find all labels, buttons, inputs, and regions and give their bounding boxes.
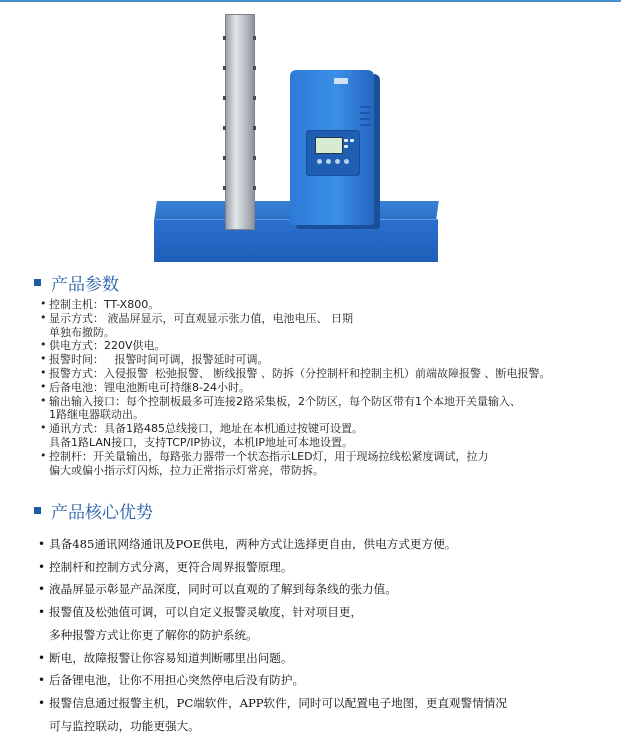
pole-bracket [223,36,226,40]
indicator-led-icon [344,145,348,148]
pole-bracket [253,126,256,130]
list-item: • 断电，故障报警让你容易知道判断哪里出问题。 [38,647,613,670]
pole-bracket [223,156,226,160]
top-border-line [0,0,621,2]
product-params-list [40,298,610,477]
pole-bracket [223,126,226,130]
section-title-core-advantages [34,498,153,523]
list-item: • 后备电池：锂电池断电可持继8-24小时。 [40,381,610,395]
controller-front-panel [306,130,360,176]
core-advantages-list [38,533,613,737]
pole-bracket [253,96,256,100]
list-item: • 通讯方式：具备1路485总线接口，地址在本机通过按键可设置。 具备1路LAN接口，支持TCP/IP协议，本机IP地址可本地设置。 [40,422,610,450]
keypad-button-icon [335,159,340,164]
section-title-product-params [34,270,119,295]
pole-bracket [253,156,256,160]
square-bullet-icon [34,279,41,286]
list-item: • 输出输入接口：每个控制板最多可连接2路采集板，2个防区，每个防区带有1个本地开关量输入、 1路继电器联动出。 [40,395,610,423]
vent-slot [360,106,370,108]
list-item: • 控制杆和控制方式分离，更符合周界报警原理。 [38,556,613,579]
pole-bracket [223,96,226,100]
pole-bracket [223,186,226,190]
brand-logo-icon [334,78,348,84]
list-item: • 显示方式： 液晶屏显示，可直观显示张力值，电池电压、 日期 单独布撤防。 [40,312,610,340]
list-item: • 报警时间： 报警时间可调，报警延时可调。 [40,353,610,367]
keypad-button-icon [317,159,322,164]
tension-fence-pole [225,14,255,230]
keypad-button-icon [344,159,349,164]
pole-bracket [253,186,256,190]
product-illustration [150,14,450,264]
vent-slot [360,118,370,120]
lcd-screen-icon [315,137,343,154]
list-item: • 报警信息通过报警主机，PC端软件，APP软件，同时可以配置电子地图，更直观警情情况 可与监控联动，功能更强大。 [38,692,613,737]
list-item: • 报警方式：入侵报警 松弛报警、 断线报警 、防拆（分控制杆和控制主机）前端故障报警 、断电报警。 [40,367,610,381]
pole-bracket [253,66,256,70]
list-item: • 控制主机：TT-X800。 [40,298,610,312]
controller-box [290,70,374,225]
indicator-led-icon [350,139,354,142]
vent-slot [360,112,370,114]
indicator-led-icon [344,139,348,142]
list-item: • 报警值及松弛值可调，可以自定义报警灵敏度，针对项目更， 多种报警方式让你更了解你的防护系统。 [38,601,613,646]
list-item: • 具备485通讯网络通讯及POE供电，两种方式让选择更自由，供电方式更方便。 [38,533,613,556]
list-item: • 控制杆：开关量输出，每路张力器带一个状态指示LED灯，用于现场拉线松紧度调试，拉力 偏大或偏小指示灯闪烁，拉力正常指示灯常亮，带防拆。 [40,450,610,478]
keypad-button-icon [326,159,331,164]
platform-front-face [154,219,438,262]
pole-bracket [223,66,226,70]
list-item: • 供电方式：220V供电。 [40,339,610,353]
list-item: • 后备锂电池，让你不用担心突然停电后没有防护。 [38,669,613,692]
vent-slot [360,124,370,126]
section-title-text: 产品核心优势 [51,503,153,523]
section-title-text: 产品参数 [51,275,119,295]
pole-bracket [253,36,256,40]
list-item: • 液晶屏显示彰显产品深度，同时可以直观的了解到每条线的张力值。 [38,578,613,601]
square-bullet-icon [34,507,41,514]
